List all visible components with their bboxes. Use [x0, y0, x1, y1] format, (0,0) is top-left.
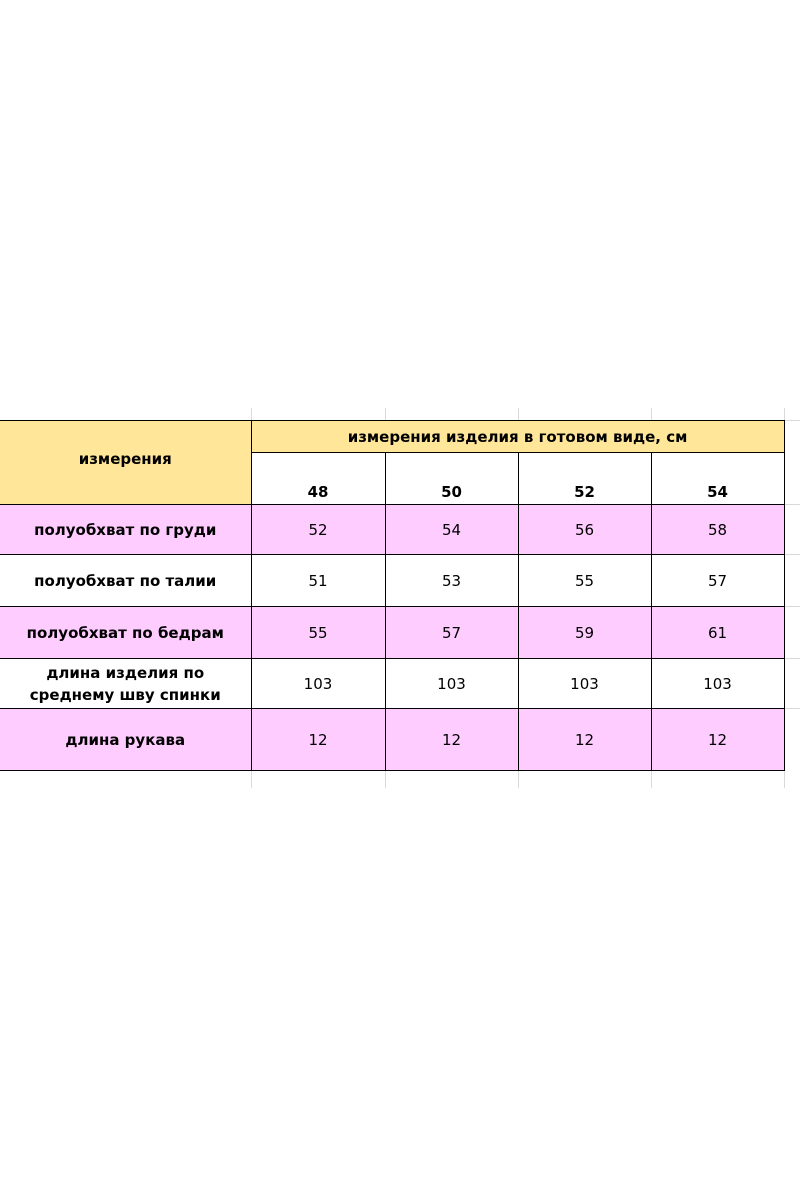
grid-line: [651, 770, 652, 788]
row-label-line: длина изделия по: [46, 663, 205, 682]
table-cell: 61: [651, 607, 784, 659]
grid-line: [518, 408, 519, 420]
table-cell: 57: [651, 555, 784, 607]
group-title: измерения изделия в готовом виде, см: [251, 421, 784, 453]
row-label-line: среднему шву спинки: [29, 685, 221, 704]
grid-line: [251, 770, 252, 788]
table-cell: 54: [385, 505, 518, 555]
size-header-52: 52: [518, 453, 651, 505]
table-cell: 51: [251, 555, 385, 607]
table-cell: 103: [518, 659, 651, 709]
table-cell: 12: [651, 709, 784, 771]
table-cell: 56: [518, 505, 651, 555]
table-cell: 103: [651, 659, 784, 709]
grid-line: [784, 606, 800, 607]
table-row: [0, 555, 784, 607]
table-cell: 57: [385, 607, 518, 659]
grid-line: [784, 708, 800, 709]
grid-line: [784, 420, 800, 421]
table-cell: 53: [385, 555, 518, 607]
row-label: полуобхват по бедрам: [0, 607, 251, 659]
table-cell: 52: [251, 505, 385, 555]
table-row: [0, 709, 784, 771]
row-label: [0, 659, 251, 709]
table-row: [0, 607, 784, 659]
table-row: [0, 659, 784, 709]
grid-line: [784, 554, 800, 555]
row-header-title: измерения: [0, 421, 251, 505]
table-cell: 55: [251, 607, 385, 659]
grid-line: [385, 408, 386, 420]
size-header-54: 54: [651, 453, 784, 505]
table-cell: 12: [385, 709, 518, 771]
table-cell: 103: [251, 659, 385, 709]
table-cell: 103: [385, 659, 518, 709]
grid-line: [251, 408, 252, 420]
table-cell: 55: [518, 555, 651, 607]
grid-line: [385, 770, 386, 788]
row-label: длина рукава: [0, 709, 251, 771]
size-header-48: 48: [251, 453, 385, 505]
row-label: полуобхват по талии: [0, 555, 251, 607]
size-chart-table: [0, 420, 785, 771]
table-cell: 12: [251, 709, 385, 771]
row-label: полуобхват по груди: [0, 505, 251, 555]
grid-line: [518, 770, 519, 788]
table-cell: 58: [651, 505, 784, 555]
grid-line: [651, 408, 652, 420]
table-row: [0, 505, 784, 555]
table-cell: 59: [518, 607, 651, 659]
table-cell: 12: [518, 709, 651, 771]
size-header-50: 50: [385, 453, 518, 505]
grid-line: [784, 658, 800, 659]
grid-line: [784, 504, 800, 505]
header-row-group: [0, 421, 784, 453]
